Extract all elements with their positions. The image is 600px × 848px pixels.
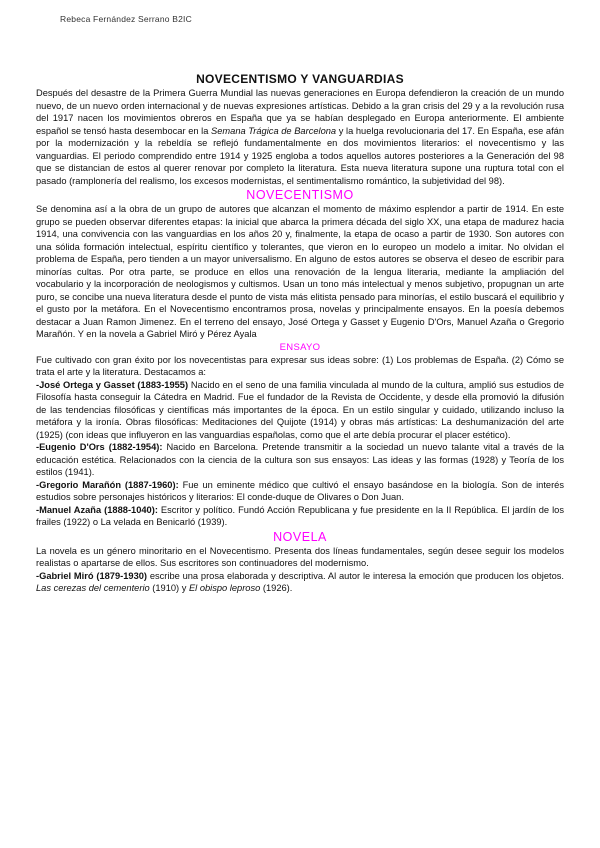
- intro-paragraph: [36, 87, 564, 187]
- author-text-dors: Nacido en Barcelona. Pretende transmitir a la sociedad un nuevo talante vital a través de la educación estética. Relacionados con la ciencia de la cultura son sus ensayos: Las ideas y las formas (1928) y Teoría de los estilos (1941).: [36, 442, 565, 477]
- intro-text-2: y la huelga revolucionaria del 17. En España, ese afán por la modernización y la rebeldía se reflejó fundamentalmente en dos movimientos literarios: el novecentismo y las vanguardias. El periodo comprendido entre 1914 y 1925 engloba a todos aquellos autores posteriores a la Generación del 98 que se distancian de estos al querer renovar por completo la literatura. Esta nueva literatura supone una ruptura total con el pasado (ramplonería del realismo, los excesos modernistas, el sentimentalismo romántico, la subjetividad del 98).: [36, 125, 564, 186]
- novecentismo-paragraph: Se denomina así a la obra de un grupo de autores que alcanzan el momento de máximo esplendor a partir de 1914. En este grupo se pueden observar diferentes etapas: la inicial que abarca la primera década del siglo XX, una etapa de madurez hacia 1914, una convivencia con las vanguardias en los años 20 y, finalmente, la etapa de ocaso a partir de 1930. Son autores con una sólida formación intelectual, espíritu científico y tolerantes, que vieron en lo europeo un modelo a imitar. No olvidan el problema de España, pero tienden a un mayor universalismo. En alguno de estos autores se observa el deseo de escribir para minorías cultas. Por otra parte, se produce en ellos una renovación de la lengua literaria, mediante la ampliación del vocabulario y la incorporación de neologismos y cultismos. Usan un tono más intelectual y menos subjetivo, propugnan un arte puro, se concibe una nueva literatura desde el punto de vista más elitista pensado para minorías, el estilo buscará el equilibrio y el gusto por la metáfora. En el Novecentismo encontramos prosa, novelas y principalmente ensayos. En la poesía debemos destacar a Juan Ramon Jimenez. En el terreno del ensayo, José Ortega y Gasset y Eugenio D'Ors, Manuel Azaña o Gregorio Marañón. Y en la novela a Gabriel Miró y Pérez Ayala: [36, 204, 564, 339]
- author-name-miro: -Gabriel Miró (1879-1930): [36, 570, 148, 581]
- section-heading-ensayo: ENSAYO: [279, 341, 321, 353]
- work-title-cerezas: Las cerezas del cementerio: [36, 583, 150, 593]
- author-name-azana: -Manuel Azaña (1888-1040):: [36, 504, 158, 515]
- author-text-azana: Escritor y político. Fundó Acción Republicana y fue presidente en la II República. El jardín de los frailes (1922) o La velada en Benicarló (1939).: [36, 504, 564, 527]
- ensayo-ortega-paragraph: [36, 379, 564, 442]
- novela-paragraph: La novela es un género minoritario en el Novecentismo. Presenta dos líneas fundamentales, según desee seguir los modelos realistas o apartarse de ellos. Sus escritores son continuadores del modernismo.: [36, 545, 564, 568]
- section-heading-novecentismo: NOVECENTISMO: [246, 188, 354, 202]
- intro-text-1: Después del desastre de la Primera Guerra Mundial las nuevas generaciones en Europa defendieron la creación de un mundo nuevo, de un nuevo orden internacional y de nuevas expresiones artísticas. Debido a la gran crisis del 29 y a la revolución rusa del 1917 nacen los movimientos obreros en España que ya se habían desplegado en Europa anteriormente. El ambiente español se tensó hasta desembocar en la: [36, 88, 564, 136]
- ensayo-azana-paragraph: [36, 504, 564, 529]
- author-text-ortega: Nacido en el seno de una familia vinculada al mundo de la cultura, amplió sus estudios de Filosofía hasta conseguir la Cátedra en Madrid. Fue el fundador de la Revista de Occidente, y desde ella promovió la difusión de las tendencias filosóficas y científicas más importantes de la época. En un estilo singular y cuidado, utilizando incluso la metáfora y la ironía. Obras filosóficas: Meditaciones del Quijote (1914) y obras más artísticas: La deshumanización del arte (1925) (con ideas que influyeron en las vanguardias españolas, como que el arte debía procurar el placer estético).: [36, 379, 564, 440]
- author-name-dors: -Eugenio D'Ors (1882-1954):: [36, 442, 163, 452]
- author-text-maranon: Fue un eminente médico que cultivó el ensayo basándose en la biología. Son de interés estudios sobre personajes históricos y literarios: El conde-duque de Olivares o Don Juan.: [36, 479, 564, 502]
- author-text-miro-3: (1926).: [260, 583, 293, 593]
- novela-miro-paragraph: [36, 570, 564, 595]
- work-title-obispo: El obispo leproso: [188, 583, 261, 593]
- document-title: NOVECENTISMO Y VANGUARDIAS: [196, 72, 404, 86]
- ensayo-dors-paragraph: [36, 441, 564, 479]
- ensayo-intro-paragraph: Fue cultivado con gran éxito por los novecentistas para expresar sus ideas sobre: (1) Los problemas de España. (2) Cómo se trata el arte y la literatura. Destacamos a:: [36, 354, 564, 377]
- page-header: Rebeca Fernández Serrano B2IC: [60, 14, 192, 24]
- author-name-ortega: -José Ortega y Gasset (1883-1955): [36, 379, 189, 390]
- section-heading-novela: NOVELA: [273, 529, 327, 544]
- document-body: [36, 72, 564, 595]
- intro-italic-semana: Semana Trágica de Barcelona: [211, 125, 337, 136]
- ensayo-maranon-paragraph: [36, 479, 564, 504]
- author-name-maranon: -Gregorio Marañón (1887-1960):: [36, 479, 179, 490]
- author-text-miro-1: escribe una prosa elaborada y descriptiva. Al autor le interesa la emoción que producen los objetos.: [147, 570, 564, 581]
- author-text-miro-2: (1910) y: [149, 583, 189, 593]
